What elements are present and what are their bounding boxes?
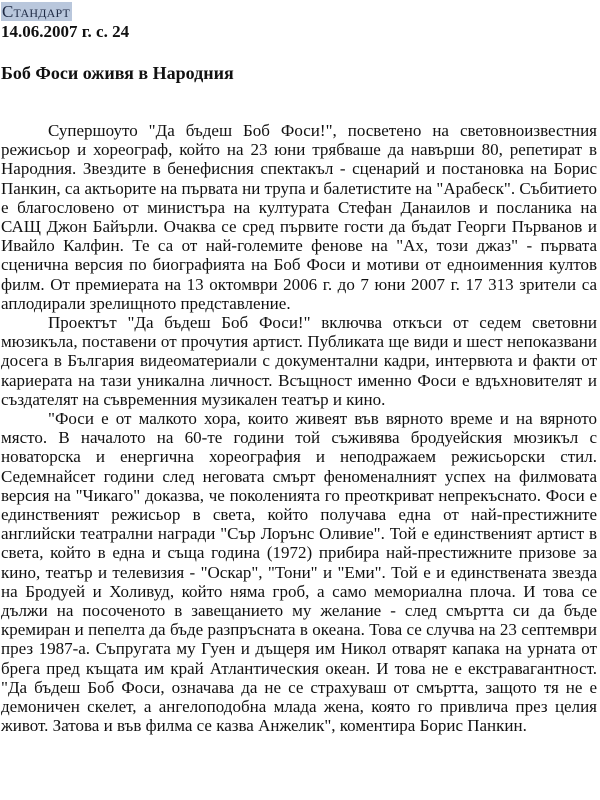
article-paragraph: "Фоси е от малкото хора, които живеят във вярното време и на вярното място. В началото на 60-те години той съживява бродуейския мюзикъл с новаторска и енергична хореография и неподражаем режисьорски стил. Седемнайсет години след неговата смърт феноменалният успех на филмовата версия на "Чикаго" доказва, че поколенията го преоткриват непрекъснато. Фоси е единственият режисьор в света, който получава една от най-престижните английски театрални награди "Сър Лорънс Оливие". Той е единственият артист в света, който в една и съща година (1972) прибира най-престижните призове за кино, театър и телевизия - "Оскар", "Тони" и "Еми". Той е и единствената звезда на Бродуей и Холивуд, който няма гроб, а само мемориална плоча. И това се дължи на посоченото в завещанието му желание - след смъртта си да бъде кремиран и пепелта да бъде разпръсната в океана. Това се случва на 23 септември през 1987-а. Съпругата му Гуен и дъщеря им Никол отварят капака на урната от брега пред къщата им край Атлантическия океан. И това не е екстравагантност. "Да бъдеш Боб Фоси, означава да не се страхуваш от смъртта, защото тя не е демоничен скелет, а ангелоподобна млада жена, която го привлича през целия живот. Затова и във филма се казва Анжелик", коментира Борис Панкин. [1,409,597,736]
article-paragraph: Супершоуто "Да бъдеш Боб Фоси!", посветено на световноизвестния режисьор и хореограф, който на 23 юни трябваше да навърши 80, репетират в Народния. Звездите в бенефисния спектакъл - сценарий и постановка на Борис Панкин, са актьорите на първата ни трупа и балетистите на "Арабеск". Събитието е благословено от министъра на културата Стефан Данаилов и посланика на САЩ Джон Байърли. Очаква се сред първите гости да бъдат Георги Първанов и Ивайло Калфин. Те са от най-големите фенове на "Ах, този джаз" - първата сценична версия по биографията на Боб Фоси и мотиви от едноименния култов филм. От премиерата на 13 октомври 2006 г. до 7 юни 2007 г. 17 313 зрители са аплодирали зрелищното представление. [1,121,597,313]
article-paragraph: Проектът "Да бъдеш Боб Фоси!" включва откъси от седем световни мюзикъла, поставени от прочутия артист. Публиката ще види и шест непоказвани досега в България видеоматериали с документални кадри, интервюта и факти от кариерата на тази уникална личност. Всъщност именно Фоси е вдъхновителят и създателят на съвременния музикален театър и кино. [1,313,597,409]
publication-date-page: 14.06.2007 г. с. 24 [1,22,130,41]
article-body [1,121,597,736]
source-publication: Стандарт [2,2,71,21]
article-title: Боб Фоси оживя в Народния [1,63,234,83]
